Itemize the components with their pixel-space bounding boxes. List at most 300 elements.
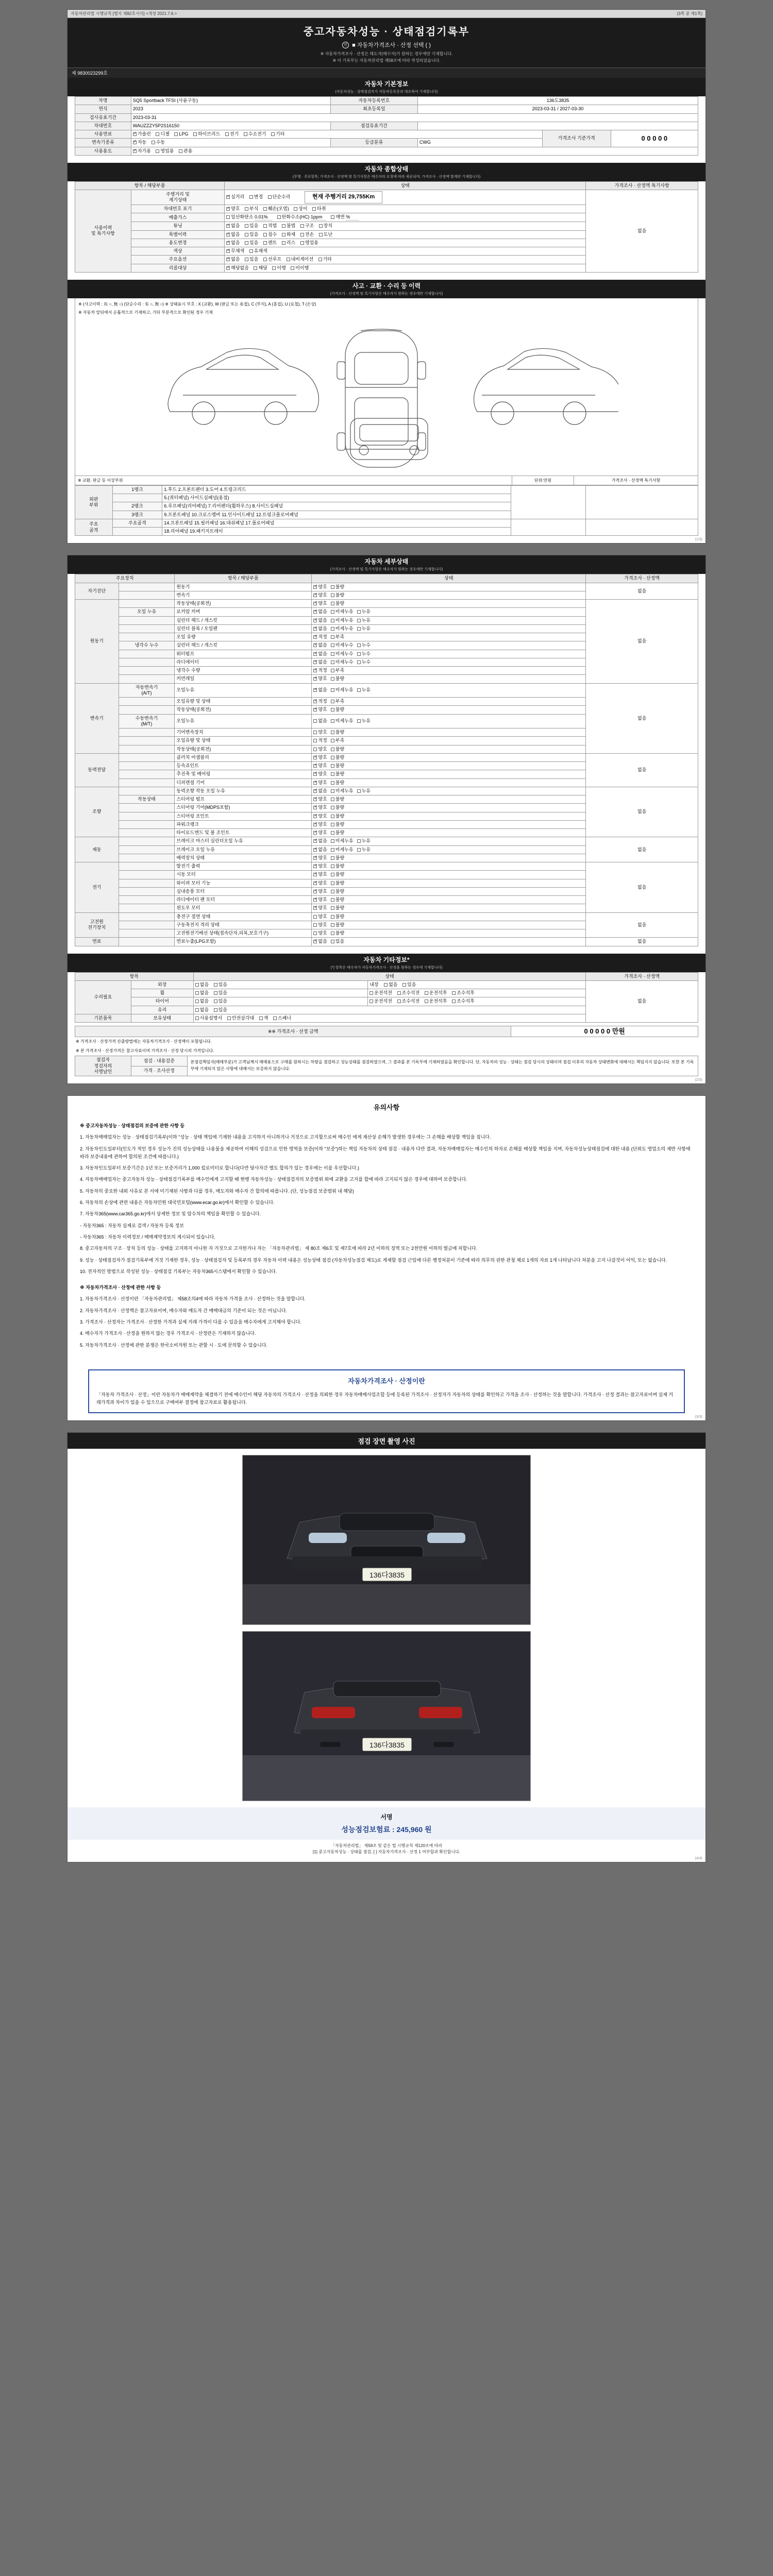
detail-subgroup	[119, 804, 175, 812]
notice-item-11: 10. 전자적인 방법으로 작성된 성능 · 상태점검 기록부는 자동차365시스템에서 확인할 수 있습니다.	[80, 1268, 277, 1274]
detail-item-label: 변속기	[175, 591, 312, 599]
detail-option-양호[interactable]: ✓ 양호	[313, 814, 327, 819]
recall-yes[interactable]: 해당	[254, 265, 267, 271]
tuning-none[interactable]: ✓ 없음	[226, 223, 240, 229]
wheel-none[interactable]: 없음	[195, 990, 209, 996]
value-first-reg: 2023-03-31 / 2027-03-30	[417, 105, 698, 113]
sheet-1	[67, 9, 706, 544]
usechange-business[interactable]: 영업용	[300, 240, 318, 246]
detail-option-불량[interactable]: 불량	[331, 755, 344, 760]
detail-option-양호[interactable]: ✓ 양호	[313, 880, 327, 886]
table-row	[75, 683, 698, 698]
emission-co[interactable]: 일산화탄소 0.01%	[226, 214, 272, 221]
fuel-option-lpg[interactable]: LPG	[174, 131, 188, 137]
detail-subgroup	[119, 728, 175, 737]
table-row	[75, 485, 698, 494]
recall-na[interactable]: ✓ 해당없음	[226, 265, 249, 271]
detail-option-양호[interactable]: ✓ 양호	[313, 872, 327, 877]
detail-item-label: 스티어링 조인트	[175, 812, 312, 820]
detail-option-양호[interactable]: ✓ 양호	[313, 707, 327, 713]
int-yes[interactable]: 있음	[402, 982, 416, 988]
form-topbar	[68, 10, 705, 18]
row-label-usechange: 용도변경	[131, 239, 224, 247]
detail-option-양호[interactable]: 양호	[313, 930, 327, 936]
tire-fr[interactable]: 조수석전	[397, 998, 420, 1004]
accident-diagram	[75, 298, 698, 476]
detail-item-options	[312, 728, 586, 737]
tuning-device[interactable]: 장치	[319, 223, 332, 229]
detail-item-label: 작동상태(공회전)	[175, 745, 312, 753]
detail-option-불량[interactable]: 불량	[331, 863, 344, 869]
detail-item-label: 추진축 및 베어링	[175, 770, 312, 778]
detail-option-없음[interactable]: ✓ 없음	[313, 609, 327, 615]
detail-option-불량[interactable]: 불량	[331, 780, 344, 786]
label-transmission: 변속기종류	[75, 139, 131, 147]
basic-manual[interactable]: 사용설명서	[195, 1015, 222, 1021]
photo-front	[242, 1455, 531, 1625]
detail-item-label: 실린더 헤드 / 개스킷	[175, 641, 312, 650]
sheet-2-page-tag: (2/3)	[695, 1078, 702, 1082]
detail-option-불량[interactable]: 불량	[331, 830, 344, 836]
tuning-structure[interactable]: 구조	[300, 223, 314, 229]
detail-subgroup	[119, 887, 175, 895]
recall-notdone[interactable]: 미이행	[291, 265, 309, 271]
detail-option-양호[interactable]: ✓ 양호	[313, 855, 327, 861]
detail-item-options	[312, 650, 586, 658]
section-basic-header	[68, 78, 705, 96]
front-car-photo-graphic	[243, 1455, 531, 1625]
notice-body	[68, 1117, 705, 1362]
table-row	[75, 600, 698, 608]
detail-item-label: 오일유량 및 상태	[175, 698, 312, 706]
fuel-option-diesel[interactable]: 디젤	[156, 131, 169, 137]
signature-table	[75, 1056, 698, 1076]
section-accident-title: 사고 · 교환 · 수리 등 이력	[352, 282, 421, 290]
detail-option-양호[interactable]: ✓ 양호	[313, 805, 327, 810]
diagram-note-1: ※ (사고이력 : 有 ○, 無 ○) (단순수리 : 有 ○, 無 ○) ※ 상태표시 부호 : X (교환), W (판금 또는 용접), C (부식), A (흠집), U (요철), T (손상)	[78, 301, 316, 307]
etc-group-repair: 수리필요	[75, 980, 131, 1014]
detail-option-누수[interactable]: 누수	[357, 651, 371, 657]
detail-option-부족[interactable]: 부족	[331, 699, 344, 704]
detail-option-양호[interactable]: ✓ 양호	[313, 755, 327, 760]
detail-subgroup	[119, 778, 175, 787]
detail-option-적정[interactable]: 적정	[313, 738, 327, 743]
footer-note-1: 「자동차관리법」 제58조 및 같은 법 시행규칙 제120조에 따라	[330, 1843, 443, 1848]
detail-option-양호[interactable]: ✓ 양호	[313, 822, 327, 827]
detail-option-양호[interactable]: ✓ 양호	[313, 780, 327, 786]
detail-option-양호[interactable]: 양호	[313, 922, 327, 928]
tire-rl[interactable]: 운전석후	[425, 998, 447, 1004]
detail-option-미세누유[interactable]: 미세누유	[331, 718, 354, 724]
detail-option-불량[interactable]: 불량	[331, 771, 344, 777]
value-vin: WAUZZZY5P2S16150	[131, 122, 330, 130]
detail-option-양호[interactable]: ✓ 양호	[313, 771, 327, 777]
detail-item-label: 로커암 커버	[175, 608, 312, 616]
fuel-option-hybrid[interactable]: 하이브리드	[193, 131, 220, 137]
ext-yes[interactable]: 있음	[214, 982, 227, 988]
detail-option-적정[interactable]: ✓ 적정	[313, 668, 327, 673]
detail-item-options	[312, 616, 586, 624]
detail-option-없음[interactable]: 없음	[313, 718, 327, 724]
detail-option-불량[interactable]: 불량	[331, 930, 344, 936]
detail-item-options	[312, 706, 586, 714]
detail-option-불량[interactable]: 불량	[331, 872, 344, 877]
inspection-fee: 성능점검보험료 : 245,960 원	[341, 1825, 432, 1834]
detail-option-없음[interactable]: ✓ 없음	[313, 626, 327, 632]
detail-item-options	[312, 871, 586, 879]
detail-option-적정[interactable]: ✓ 적정	[313, 634, 327, 640]
detail-option-미세누유[interactable]: 미세누유	[331, 626, 354, 632]
row-label-options: 주요옵션	[131, 256, 224, 264]
detail-option-누유[interactable]: 누유	[357, 626, 371, 632]
etc-label-exterior: 외장	[131, 980, 193, 989]
detail-option-누수[interactable]: 누수	[357, 642, 371, 648]
value-price-base: 0 0 0 0 0	[611, 130, 698, 147]
detail-col-price: 가격조사 · 산정액	[586, 574, 698, 583]
notice-item-9: 8. 중고자동차의 구조 · 장치 등의 성능 · 상태를 고지하지 아니한 자 거짓으로 고지한거나 자는 「자동차관리법」 제 80조 제6호 및 제7호에 따라 2년 이하의 징역 또는 2천만원 이하의 벌금에 처합니다.	[80, 1246, 478, 1251]
sheet-4-page-tag: (4/4)	[695, 1857, 702, 1861]
usechange-none[interactable]: ✓ 없음	[226, 240, 240, 246]
vin-option-damage[interactable]: 훼손(오염)	[263, 206, 289, 212]
use-option-gov[interactable]: 관용	[179, 148, 192, 154]
detail-option-누유[interactable]: 누유	[357, 609, 371, 615]
detail-option-불량[interactable]: 불량	[331, 855, 344, 861]
emission-hc[interactable]: 탄화수소(HC) 1ppm	[277, 214, 326, 221]
detail-option-없음[interactable]: ✓ 없음	[313, 642, 327, 648]
detail-option-불량[interactable]: 불량	[331, 880, 344, 886]
detail-option-없음[interactable]: ✓ 없음	[313, 939, 327, 944]
detail-option-누유[interactable]: 누유	[357, 847, 371, 853]
value-grade: CWG	[417, 139, 542, 147]
value-regnum: 136도3835	[417, 97, 698, 105]
tire-fl[interactable]: 운전석전	[369, 998, 392, 1004]
summary-note-2: ※ 본 가격조사 · 산정가격은 참고자료이며 가격조사 · 산정 당시의 가격입니다.	[76, 1048, 214, 1054]
detail-subgroup	[119, 745, 175, 753]
detail-option-불량[interactable]: 불량	[331, 592, 344, 598]
table-header-row	[75, 574, 698, 583]
special-none[interactable]: ✓ 없음	[226, 232, 240, 238]
recall-done[interactable]: 이행	[272, 265, 285, 271]
detail-item-label: 오일유량 및 상태	[175, 737, 312, 745]
table-row	[75, 122, 698, 130]
detail-col-state: 상태	[312, 574, 586, 583]
detail-option-양호[interactable]: 양호	[313, 747, 327, 752]
usechange-rent[interactable]: 렌트	[263, 240, 277, 246]
detail-option-불량[interactable]: 불량	[331, 897, 344, 903]
detail-item-options	[312, 658, 586, 666]
detail-subgroup	[119, 879, 175, 887]
detail-option-양호[interactable]: 양호	[313, 730, 327, 735]
detail-group-3: 동력전달	[75, 753, 119, 787]
detail-item-options	[312, 921, 586, 929]
notice-item-b-2: 3. 가격조사 · 산정자는 가격조사 · 산정한 가격과 실제 거래 가격이 다를 수 있음을 매수자에게 고지해야 합니다.	[80, 1319, 301, 1325]
section-overall-title: 자동차 종합상태	[364, 165, 409, 173]
detail-option-부족[interactable]: 부족	[331, 634, 344, 640]
emission-smoke[interactable]: 매연 %	[331, 214, 359, 221]
detail-item-label: 클러치 어셈블리	[175, 753, 312, 761]
detail-item-options	[312, 753, 586, 761]
detail-option-불량[interactable]: 불량	[331, 601, 344, 606]
detail-option-양호[interactable]: ✓ 양호	[313, 863, 327, 869]
detail-option-미세누유[interactable]: 미세누유	[331, 609, 354, 615]
guarantee-title: 자동차가격조사 · 산정이란	[348, 1377, 425, 1385]
frame-items: 14.프론트패널 15.필러패널 16.대쉬패널 17.플로어패널	[162, 519, 511, 527]
fuel-option-ev[interactable]: 전기	[225, 131, 239, 137]
mainopt-etc[interactable]: 기타	[318, 257, 332, 262]
parts-group-frame: 주요 골격	[75, 519, 113, 536]
row-value-tuning	[225, 222, 586, 230]
detail-option-양호[interactable]: ✓ 양호	[313, 601, 327, 606]
label-grade: 등급분류	[330, 139, 417, 147]
value-insp-date	[417, 122, 698, 130]
detail-option-미세누유[interactable]: 미세누유	[331, 687, 354, 693]
detail-option-미세누유[interactable]: 미세누유	[331, 838, 354, 844]
vin-option-corrosion[interactable]: 부식	[245, 206, 258, 212]
detail-subgroup	[119, 658, 175, 666]
page-indicator: (3쪽 중 제1쪽)	[677, 11, 702, 16]
detail-option-누유[interactable]: 누유	[357, 687, 371, 693]
detail-option-불량[interactable]: 불량	[331, 707, 344, 713]
frame-items-2: 18.리어패널 19.패키지트레이	[162, 528, 511, 536]
detail-option-미세누수[interactable]: 미세누수	[331, 651, 354, 657]
detail-subgroup	[119, 812, 175, 820]
detail-option-양호[interactable]: 양호	[313, 914, 327, 920]
vin-option-different[interactable]: 상이	[294, 206, 307, 212]
detail-option-불량[interactable]: 불량	[331, 905, 344, 911]
wheel-rr[interactable]: 조수석후	[452, 990, 475, 996]
detail-option-양호[interactable]: ✓ 양호	[313, 592, 327, 598]
detail-subgroup	[119, 753, 175, 761]
transmission-option-manual[interactable]: 수동	[152, 140, 165, 145]
detail-option-누유[interactable]: 누유	[357, 838, 371, 844]
detail-option-양호[interactable]: ✓ 양호	[313, 763, 327, 769]
color-achromatic[interactable]: ✓ 무채색	[226, 248, 244, 254]
detail-item-label: 브레이크 마스터 실린더오일 누유	[175, 837, 312, 845]
table-row	[75, 1056, 698, 1066]
table-row	[75, 753, 698, 761]
glass-yes[interactable]: 있음	[214, 1007, 227, 1013]
wheel-rl[interactable]: 운전석후	[425, 990, 447, 996]
row-value-special	[225, 230, 586, 239]
detail-item-label: 윈도우 모터	[175, 904, 312, 912]
tire-none[interactable]: 없음	[195, 998, 209, 1004]
detail-item-options	[312, 804, 586, 812]
detail-subgroup	[119, 820, 175, 828]
svg-text:136다3835: 136다3835	[369, 1740, 405, 1749]
detail-option-없음[interactable]: ✓ 없음	[313, 847, 327, 853]
detail-option-미세누수[interactable]: 미세누수	[331, 642, 354, 648]
special-theft[interactable]: 도난	[319, 232, 332, 238]
footer-note-2: [1] 중고자동차성능 · 상태를 점검, [ ] 자동차가격조사 · 산정 1 여부합과 확인합니다.	[312, 1850, 461, 1855]
detail-group-price: 없음	[586, 912, 698, 938]
detail-option-없음[interactable]: ✓ 없음	[313, 838, 327, 844]
tire-yes[interactable]: 있음	[214, 998, 227, 1004]
row-value-emission	[225, 213, 586, 222]
detail-option-있음[interactable]: 있음	[331, 939, 344, 944]
detail-option-부족[interactable]: 부족	[331, 738, 344, 743]
glass-none[interactable]: 없음	[195, 1007, 209, 1013]
vin-option-stamped[interactable]: 타취	[312, 206, 326, 212]
detail-item-label: 디퍼렌셜 기어	[175, 778, 312, 787]
detail-item-options	[312, 795, 586, 804]
detail-option-누유[interactable]: 누유	[357, 718, 371, 724]
fuel-option-hydrogen[interactable]: 수소전기	[244, 131, 266, 137]
rank-2-label: 2랭크	[112, 502, 162, 511]
detail-option-불량[interactable]: 불량	[331, 796, 344, 802]
section-etc-title: 자동차 기타정보*	[363, 956, 410, 963]
mainopt-navi[interactable]: 내비게이션	[287, 257, 313, 262]
detail-option-불량[interactable]: 불량	[331, 763, 344, 769]
detail-item-label: 기어변속장치	[175, 728, 312, 737]
etc-value-interior	[368, 980, 586, 989]
detail-option-불량[interactable]: 불량	[331, 914, 344, 920]
section-detail-title: 자동차 세부상태	[364, 558, 409, 566]
detail-subgroup	[119, 912, 175, 921]
wheel-fr[interactable]: 조수석전	[397, 990, 420, 996]
color-chromatic[interactable]: 유채색	[249, 248, 267, 254]
detail-option-양호[interactable]: ✓ 양호	[313, 676, 327, 682]
etc-value-wheel	[193, 989, 368, 997]
odo-option-repaired[interactable]: 단순수리	[268, 194, 291, 200]
odometer-reading: 현재 주행거리 29,755Km	[305, 191, 382, 204]
detail-option-불량[interactable]: 불량	[331, 822, 344, 827]
detail-group-price: 없음	[586, 600, 698, 684]
overall-col-state: 상태	[225, 181, 586, 190]
detail-item-label: 원동기	[175, 583, 312, 591]
detail-option-미세누유[interactable]: 미세누유	[331, 847, 354, 853]
ext-none[interactable]: 없음	[195, 982, 209, 988]
etc-group-basic: 기본품목	[75, 1014, 131, 1022]
row-label-tuning: 튜닝	[131, 222, 224, 230]
detail-item-label: 냉각수 수량	[175, 667, 312, 675]
wheel-fl[interactable]: 운전석전	[369, 990, 392, 996]
detail-option-없음[interactable]: ✓ 없음	[313, 651, 327, 657]
detail-subgroup	[119, 904, 175, 912]
section-overall-header	[68, 163, 705, 181]
detail-item-options	[312, 904, 586, 912]
vin-option-good[interactable]: ✓ 양호	[226, 206, 240, 212]
tuning-yes[interactable]: 있음	[245, 223, 258, 229]
usechange-lease[interactable]: 리스	[282, 240, 295, 246]
etc-value-tire	[193, 997, 368, 1006]
use-option-private[interactable]: ✓ 자가용	[133, 148, 151, 154]
detail-option-미세누유[interactable]: 미세누유	[331, 618, 354, 623]
mainopt-yes[interactable]: 있음	[245, 257, 258, 262]
tuning-legal[interactable]: 적법	[263, 223, 277, 229]
label-year: 연식	[75, 105, 131, 113]
detail-item-label: 와이퍼 모터 기능	[175, 879, 312, 887]
tuning-illegal[interactable]: 불법	[282, 223, 295, 229]
mainopt-sunroof[interactable]: 선루프	[263, 257, 281, 262]
detail-item-options	[312, 862, 586, 871]
notice-item-2: 3. 자동차인도일부터 보증기간은 1년 또는 보증거리가 1,000 킬로미터로 합니다(다만 당사자간 별도 합의가 있는 경우에는 이를 우선합니다.)	[80, 1165, 359, 1171]
detail-option-양호[interactable]: ✓ 양호	[313, 905, 327, 911]
detail-option-부족[interactable]: 부족	[331, 668, 344, 673]
special-flood[interactable]: 침수	[263, 232, 277, 238]
label-check-date: 검사유효기간	[75, 113, 131, 122]
detail-option-누유[interactable]: 누유	[357, 618, 371, 623]
detail-option-불량[interactable]: 불량	[331, 922, 344, 928]
odo-option-actual[interactable]: ✓실거리	[226, 194, 244, 200]
detail-option-양호[interactable]: ✓ 양호	[313, 796, 327, 802]
special-fire[interactable]: 화재	[282, 232, 295, 238]
table-row	[75, 519, 698, 527]
detail-option-없음[interactable]: ✓ 없음	[313, 659, 327, 665]
detail-item-options	[312, 608, 586, 616]
etc-label-glass: 유리	[131, 1006, 193, 1014]
detail-option-없음[interactable]: ✓ 없음	[313, 618, 327, 623]
etc-col-price: 가격조사 · 산정액	[586, 972, 698, 980]
detail-option-양호[interactable]: ✓ 양호	[313, 897, 327, 903]
detail-subgroup	[119, 929, 175, 938]
etc-value-holding	[193, 1014, 586, 1022]
odo-option-changed[interactable]: 변경	[249, 194, 263, 200]
detail-option-미세누유[interactable]: 미세누유	[331, 788, 354, 794]
detail-option-없음[interactable]: ✓ 없음	[313, 687, 327, 693]
detail-option-불량[interactable]: 불량	[331, 730, 344, 735]
accident-parts-table	[75, 485, 698, 536]
table-row	[75, 130, 698, 139]
detail-option-누수[interactable]: 누수	[357, 659, 371, 665]
label-price-base: 가격조사 기준가격	[542, 130, 611, 147]
row-label-special: 특별이력	[131, 230, 224, 239]
special-yes[interactable]: 있음	[245, 232, 258, 238]
detail-option-양호[interactable]: ✓ 양호	[313, 830, 327, 836]
detail-option-양호[interactable]: ✓ 양호	[313, 889, 327, 894]
detail-item-options	[312, 675, 586, 683]
overall-state-table	[75, 181, 698, 273]
detail-item-options	[312, 820, 586, 828]
detail-option-불량[interactable]: 불량	[331, 889, 344, 894]
detail-option-양호[interactable]: ✓ 양호	[313, 584, 327, 590]
signature-group-label: 점검자 정검자의 서명날인	[75, 1056, 131, 1076]
detail-option-적정[interactable]: ✓ 적정	[313, 699, 327, 704]
transmission-option-auto[interactable]: ✓ 자동	[133, 140, 146, 145]
detail-option-누유[interactable]: 누유	[357, 788, 371, 794]
label-use: 사용용도	[75, 147, 131, 155]
detail-option-불량[interactable]: 불량	[331, 814, 344, 819]
summary-note-1: ※ 가격조사 · 산정가격 산출방법에는 자동차기격조사 · 산정액이 포함됩니다.	[76, 1039, 212, 1044]
detail-item-label: 커먼레일	[175, 675, 312, 683]
detail-item-label: 브레이크 오일 누유	[175, 845, 312, 854]
detail-option-불량[interactable]: 불량	[331, 676, 344, 682]
summary-title: ※※ 가격조사 · 산정 금액	[75, 1026, 511, 1037]
mainopt-none[interactable]: ✓ 없음	[226, 257, 240, 262]
basic-triangle[interactable]: 안전삼각대	[227, 1015, 254, 1021]
use-option-business[interactable]: 영업용	[156, 148, 174, 154]
detail-option-불량[interactable]: 불량	[331, 584, 344, 590]
detail-option-미세누수[interactable]: 미세누수	[331, 659, 354, 665]
signature-label-price: 가격 · 조사산정	[131, 1066, 187, 1076]
basic-spanner[interactable]: 스패너	[273, 1015, 291, 1021]
detail-group-price: 없음	[586, 787, 698, 837]
etc-col-state: 상태	[193, 972, 586, 980]
detail-option-없음[interactable]: ✓ 없음	[313, 788, 327, 794]
fuel-option-other[interactable]: 기타	[271, 131, 284, 137]
detail-option-불량[interactable]: 불량	[331, 747, 344, 752]
int-none[interactable]: 없음	[384, 982, 397, 988]
detail-item-options	[312, 787, 586, 795]
detail-option-불량[interactable]: 불량	[331, 805, 344, 810]
wheel-yes[interactable]: 있음	[214, 990, 227, 996]
detail-item-options	[312, 879, 586, 887]
special-total-loss[interactable]: 전손	[300, 232, 314, 238]
fuel-option-gasoline[interactable]: ✓ 가솔린	[133, 131, 151, 137]
tire-rr[interactable]: 조수석후	[452, 998, 475, 1004]
basic-jack[interactable]: 잭	[259, 1015, 268, 1021]
usechange-yes[interactable]: 있음	[245, 240, 258, 246]
detail-item-label: 오일누유	[175, 683, 312, 698]
